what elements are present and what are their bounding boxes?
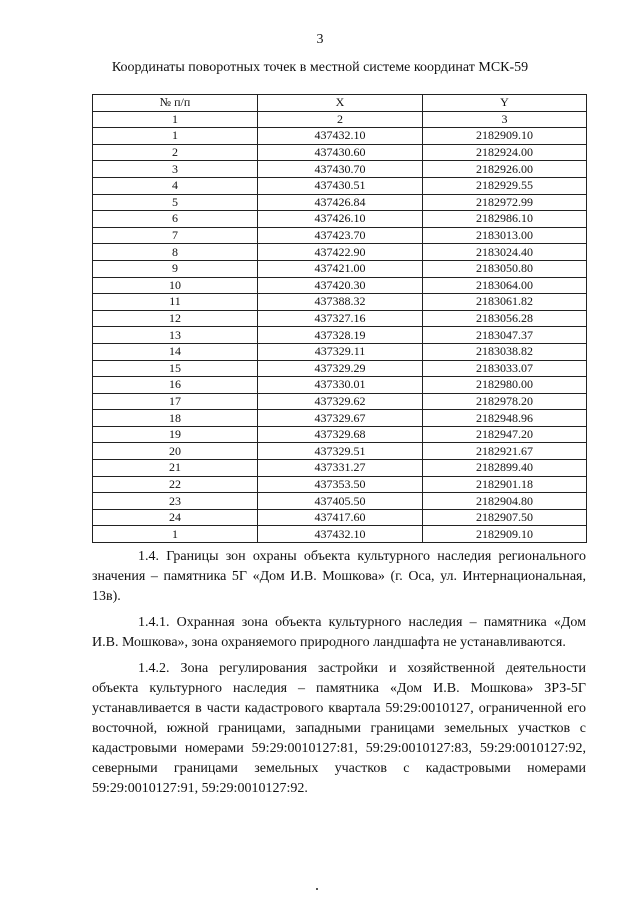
- index-col-3: 3: [423, 111, 587, 128]
- table-index-row: [93, 111, 587, 128]
- table-body: [93, 128, 587, 543]
- header-y: Y: [423, 95, 587, 112]
- y-coordinate: 2182901.18: [423, 476, 587, 493]
- y-coordinate: 2183056.28: [423, 310, 587, 327]
- y-coordinate: 2182926.00: [423, 161, 587, 178]
- point-number: 2: [93, 144, 258, 161]
- x-coordinate: 437329.29: [258, 360, 423, 377]
- paragraph-1-4-1: 1.4.1. Охранная зона объекта культурного наследия – памятника «Дом И.В. Мошкова», зона охраняемого природного ландшафта не устанавливаются.: [92, 615, 586, 650]
- x-coordinate: 437329.62: [258, 393, 423, 410]
- table-header-row: [93, 95, 587, 112]
- point-number: 13: [93, 327, 258, 344]
- table-row: [93, 327, 587, 344]
- header-x: X: [258, 95, 423, 112]
- point-number: 4: [93, 177, 258, 194]
- table-row: [93, 277, 587, 294]
- x-coordinate: 437422.90: [258, 244, 423, 261]
- coordinates-table: [92, 94, 587, 543]
- x-coordinate: 437426.84: [258, 194, 423, 211]
- point-number: 22: [93, 476, 258, 493]
- x-coordinate: 437420.30: [258, 277, 423, 294]
- x-coordinate: 437329.68: [258, 426, 423, 443]
- point-number: 17: [93, 393, 258, 410]
- point-number: 19: [93, 426, 258, 443]
- paragraph-1-4: 1.4. Границы зон охраны объекта культурного наследия регионального значения – памятника 5Г «Дом И.В. Мошкова» (г. Оса, ул. Интернациональная, 13в).: [92, 549, 586, 604]
- table-row: [93, 177, 587, 194]
- y-coordinate: 2182948.96: [423, 410, 587, 427]
- table-title: Координаты поворотных точек в местной системе координат МСК-59: [111, 60, 529, 75]
- table-row: [93, 343, 587, 360]
- x-coordinate: 437430.70: [258, 161, 423, 178]
- table-row: [93, 294, 587, 311]
- point-number: 8: [93, 244, 258, 261]
- table-row: [93, 211, 587, 228]
- x-coordinate: 437353.50: [258, 476, 423, 493]
- body-text: [92, 547, 586, 805]
- x-coordinate: 437430.60: [258, 144, 423, 161]
- point-number: 18: [93, 410, 258, 427]
- table-row: [93, 476, 587, 493]
- y-coordinate: 2182978.20: [423, 393, 587, 410]
- y-coordinate: 2183050.80: [423, 260, 587, 277]
- point-number: 20: [93, 443, 258, 460]
- point-number: 1: [93, 128, 258, 145]
- table-row: [93, 526, 587, 543]
- y-coordinate: 2183033.07: [423, 360, 587, 377]
- y-coordinate: 2183013.00: [423, 227, 587, 244]
- table-row: [93, 393, 587, 410]
- y-coordinate: 2182986.10: [423, 211, 587, 228]
- table-row: [93, 227, 587, 244]
- y-coordinate: 2183038.82: [423, 343, 587, 360]
- y-coordinate: 2182909.10: [423, 526, 587, 543]
- y-coordinate: 2183047.37: [423, 327, 587, 344]
- x-coordinate: 437329.51: [258, 443, 423, 460]
- point-number: 23: [93, 493, 258, 510]
- scan-speck: [316, 888, 318, 890]
- y-coordinate: 2182929.55: [423, 177, 587, 194]
- point-number: 21: [93, 460, 258, 477]
- y-coordinate: 2182909.10: [423, 128, 587, 145]
- y-coordinate: 2183061.82: [423, 294, 587, 311]
- table-row: [93, 443, 587, 460]
- y-coordinate: 2182907.50: [423, 509, 587, 526]
- x-coordinate: 437432.10: [258, 128, 423, 145]
- table-row: [93, 360, 587, 377]
- x-coordinate: 437329.11: [258, 343, 423, 360]
- x-coordinate: 437328.19: [258, 327, 423, 344]
- table-row: [93, 493, 587, 510]
- y-coordinate: 2183064.00: [423, 277, 587, 294]
- point-number: 6: [93, 211, 258, 228]
- point-number: 10: [93, 277, 258, 294]
- x-coordinate: 437430.51: [258, 177, 423, 194]
- point-number: 9: [93, 260, 258, 277]
- x-coordinate: 437417.60: [258, 509, 423, 526]
- point-number: 24: [93, 509, 258, 526]
- page-number: 3: [316, 32, 324, 47]
- y-coordinate: 2182899.40: [423, 460, 587, 477]
- table-row: [93, 244, 587, 261]
- point-number: 1: [93, 526, 258, 543]
- table-row: [93, 161, 587, 178]
- point-number: 5: [93, 194, 258, 211]
- point-number: 16: [93, 377, 258, 394]
- table-row: [93, 410, 587, 427]
- table-row: [93, 310, 587, 327]
- table-row: [93, 426, 587, 443]
- point-number: 14: [93, 343, 258, 360]
- point-number: 11: [93, 294, 258, 311]
- header-number: № п/п: [93, 95, 258, 112]
- table-row: [93, 509, 587, 526]
- y-coordinate: 2182972.99: [423, 194, 587, 211]
- y-coordinate: 2182924.00: [423, 144, 587, 161]
- table-row: [93, 128, 587, 145]
- x-coordinate: 437423.70: [258, 227, 423, 244]
- x-coordinate: 437388.32: [258, 294, 423, 311]
- x-coordinate: 437426.10: [258, 211, 423, 228]
- y-coordinate: 2182980.00: [423, 377, 587, 394]
- index-col-2: 2: [258, 111, 423, 128]
- x-coordinate: 437421.00: [258, 260, 423, 277]
- table-row: [93, 460, 587, 477]
- index-col-1: 1: [93, 111, 258, 128]
- x-coordinate: 437331.27: [258, 460, 423, 477]
- table-row: [93, 194, 587, 211]
- table-row: [93, 377, 587, 394]
- x-coordinate: 437405.50: [258, 493, 423, 510]
- y-coordinate: 2182921.67: [423, 443, 587, 460]
- x-coordinate: 437432.10: [258, 526, 423, 543]
- paragraph-1-4-2: 1.4.2. Зона регулирования застройки и хозяйственной деятельности объекта культурного наследия – памятника «Дом И.В. Мошкова» ЗРЗ-5Г устанавливается в части кадастрового квартала 59:29:0010127, ограниченной его восточной, южной границами, западными границами земельных участков с кадастровыми номерами 59:29:0010127:81, 59:29:0010127:83, 59:29:0010127:92, северными границами земельных участков с кадастровыми номерами 59:29:0010127:91, 59:29:0010127:92.: [92, 661, 586, 796]
- table-row: [93, 144, 587, 161]
- y-coordinate: 2182947.20: [423, 426, 587, 443]
- y-coordinate: 2183024.40: [423, 244, 587, 261]
- x-coordinate: 437330.01: [258, 377, 423, 394]
- point-number: 7: [93, 227, 258, 244]
- x-coordinate: 437327.16: [258, 310, 423, 327]
- point-number: 15: [93, 360, 258, 377]
- point-number: 12: [93, 310, 258, 327]
- point-number: 3: [93, 161, 258, 178]
- y-coordinate: 2182904.80: [423, 493, 587, 510]
- x-coordinate: 437329.67: [258, 410, 423, 427]
- table-row: [93, 260, 587, 277]
